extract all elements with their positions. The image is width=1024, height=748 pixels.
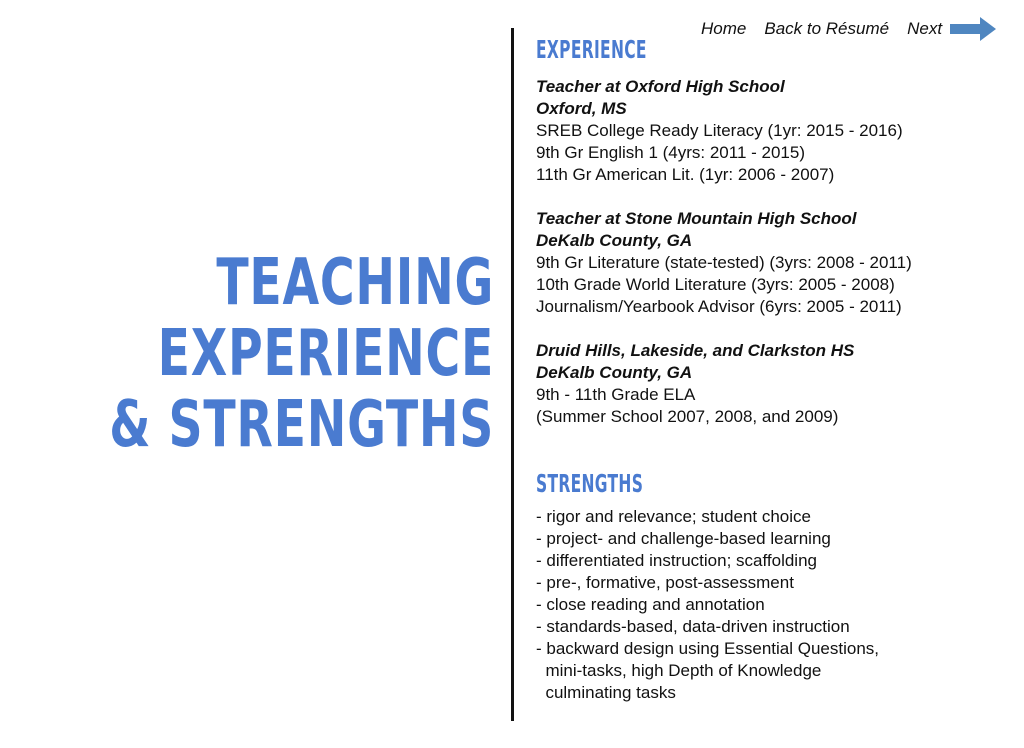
strength-item: - backward design using Essential Questions, bbox=[536, 639, 880, 658]
strengths-list bbox=[536, 506, 1006, 704]
job-location: DeKalb County, GA bbox=[536, 231, 693, 250]
job-detail: 10th Grade World Literature (3yrs: 2005 - 2008) bbox=[536, 275, 895, 294]
back-to-resume-link[interactable]: Back to Résumé bbox=[764, 19, 890, 38]
job-detail: (Summer School 2007, 2008, and 2009) bbox=[536, 407, 839, 426]
strength-item: - pre-, formative, post-assessment bbox=[536, 573, 794, 592]
page-title bbox=[109, 248, 494, 461]
strength-item: mini-tasks, high Depth of Knowledge bbox=[536, 661, 822, 680]
next-link[interactable]: Next bbox=[907, 19, 943, 38]
strength-item: - differentiated instruction; scaffolding bbox=[536, 551, 817, 570]
job-entry bbox=[536, 76, 1006, 186]
strength-item: - standards-based, data-driven instruction bbox=[536, 617, 850, 636]
vertical-divider bbox=[511, 28, 514, 721]
strength-item: - project- and challenge-based learning bbox=[536, 529, 831, 548]
job-title: Teacher at Oxford High School bbox=[536, 77, 785, 96]
job-detail: 9th Gr Literature (state-tested) (3yrs: 2008 - 2011) bbox=[536, 253, 912, 272]
strength-item: - rigor and relevance; student choice bbox=[536, 507, 811, 526]
job-detail: 9th - 11th Grade ELA bbox=[536, 385, 696, 404]
strength-item: - close reading and annotation bbox=[536, 595, 765, 614]
job-title: Teacher at Stone Mountain High School bbox=[536, 209, 857, 228]
job-detail: 11th Gr American Lit. (1yr: 2006 - 2007) bbox=[536, 165, 835, 184]
page-title-line-3: & STRENGTHS bbox=[109, 388, 494, 462]
job-detail: SREB College Ready Literacy (1yr: 2015 - 2016) bbox=[536, 121, 903, 140]
job-detail: Journalism/Yearbook Advisor (6yrs: 2005 - 2011) bbox=[536, 297, 902, 316]
page-title-line-2: EXPERIENCE bbox=[157, 317, 494, 391]
strength-item: culminating tasks bbox=[536, 683, 676, 702]
experience-heading: EXPERIENCE bbox=[536, 35, 647, 64]
content-column bbox=[536, 34, 1006, 704]
job-entry bbox=[536, 340, 1006, 428]
job-title: Druid Hills, Lakeside, and Clarkston HS bbox=[536, 341, 855, 360]
job-location: Oxford, MS bbox=[536, 99, 627, 118]
job-detail: 9th Gr English 1 (4yrs: 2011 - 2015) bbox=[536, 143, 805, 162]
home-link[interactable]: Home bbox=[701, 19, 747, 38]
strengths-heading: STRENGTHS bbox=[536, 469, 644, 498]
page-title-line-1: TEACHING bbox=[216, 246, 494, 320]
job-entry bbox=[536, 208, 1006, 318]
job-location: DeKalb County, GA bbox=[536, 363, 693, 382]
